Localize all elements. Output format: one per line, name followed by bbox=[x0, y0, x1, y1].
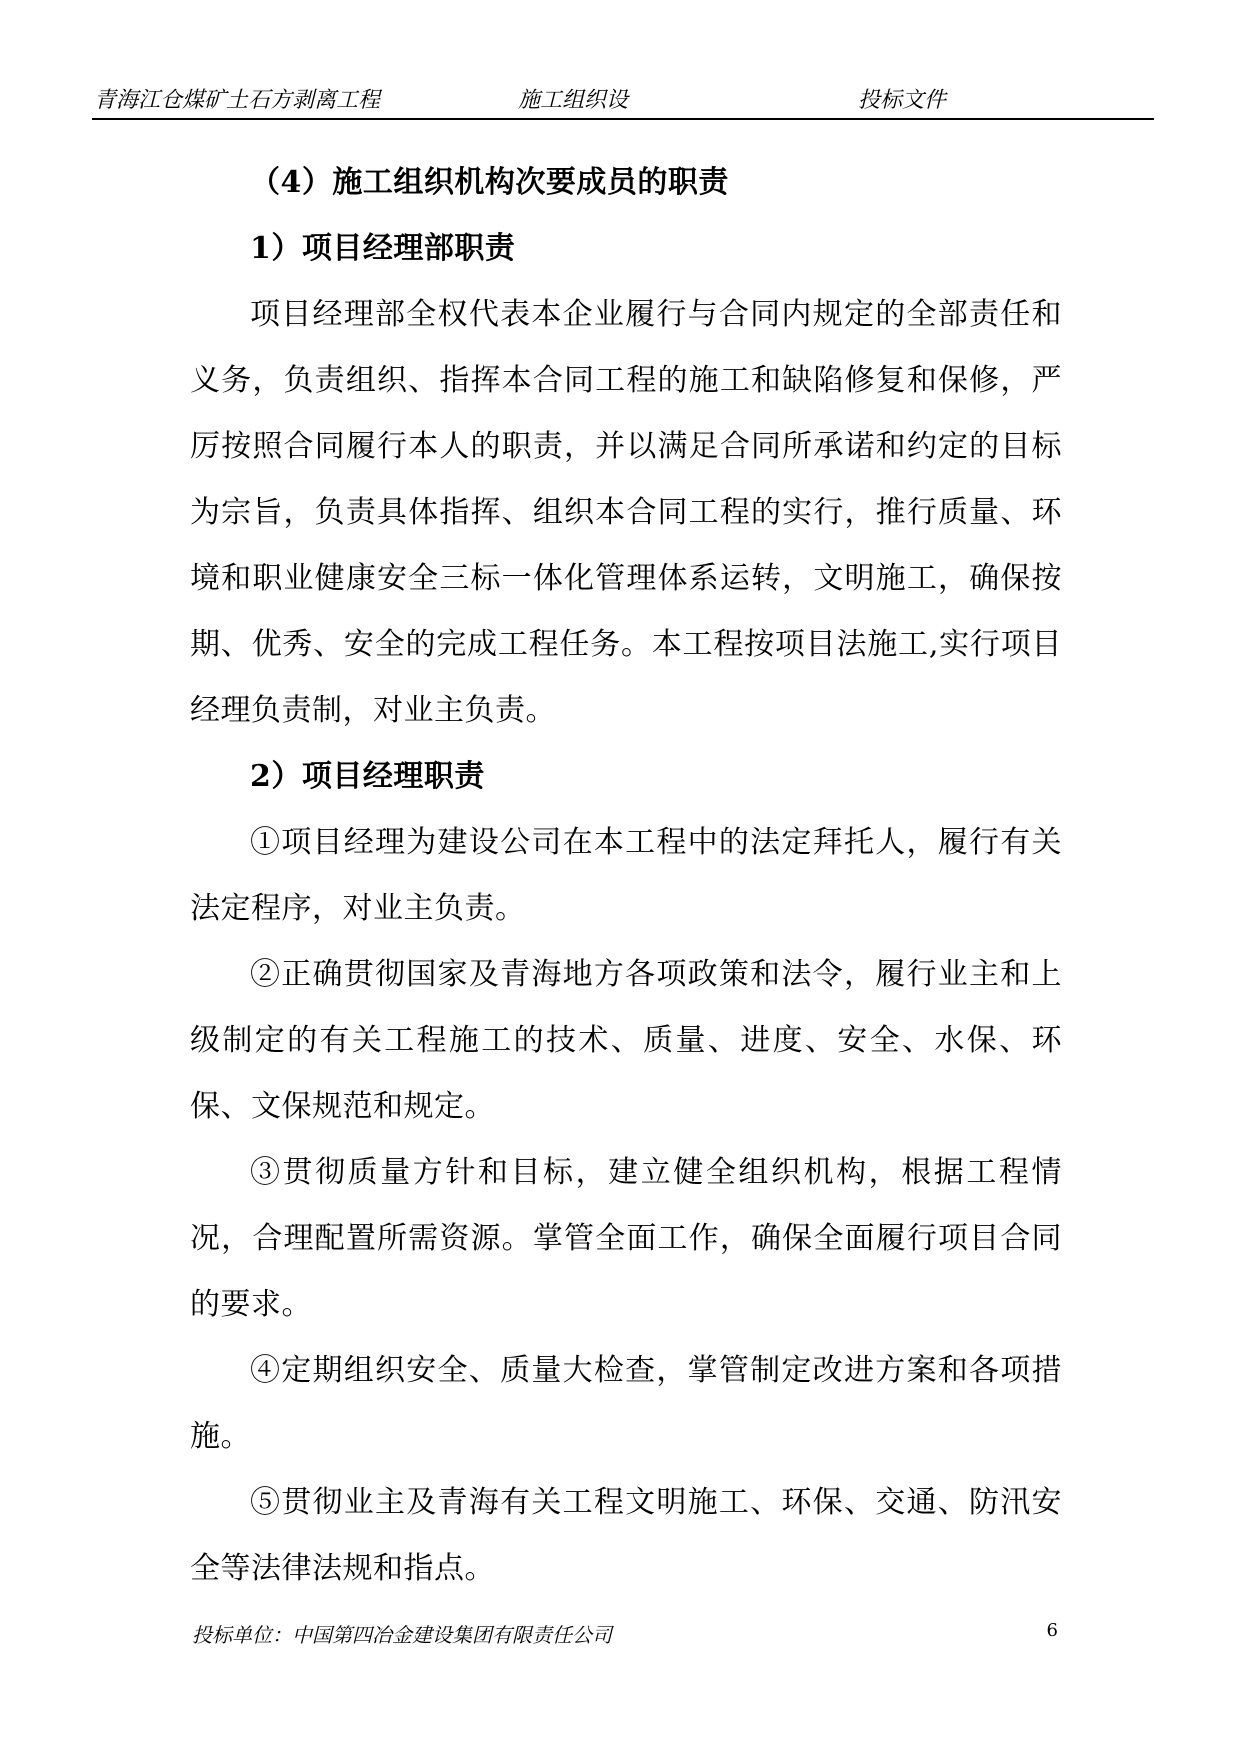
duty-item-5: ⑤贯彻业主及青海有关工程文明施工、环保、交通、防汛安全等法律法规和指点。 bbox=[190, 1485, 1062, 1586]
section-title: （4）施工组织机构次要成员的职责 bbox=[250, 165, 729, 200]
header-document-type: 投标文件 bbox=[858, 88, 947, 113]
subsection-title-2: 2）项目经理职责 bbox=[250, 759, 485, 794]
duty-item-2: ②正确贯彻国家及青海地方各项政策和法令，履行业主和上级制定的有关工程施工的技术、质量、进度、安全、水保、环保、文保规范和规定。 bbox=[190, 957, 1062, 1124]
header-project-name: 青海江仓煤矿土石方剥离工程 bbox=[94, 88, 381, 113]
paragraph-project-department: 项目经理部全权代表本企业履行与合同内规定的全部责任和义务，负责组织、指挥本合同工程的施工和缺陷修复和保修，严厉按照合同履行本人的职责，并以满足合同所承诺和约定的目标为宗旨，负责具体指挥、组织本合同工程的实行，推行质量、环境和职业健康安全三标一体化管理体系运转，文明施工，确保按期、优秀、安全的完成工程任务。本工程按项目法施工,实行项目经理负责制，对业主负责。 bbox=[190, 297, 1062, 728]
page-header bbox=[92, 86, 1154, 120]
duty-item-1: ①项目经理为建设公司在本工程中的法定拜托人，履行有关法定程序，对业主负责。 bbox=[190, 825, 1062, 926]
page-number: 6 bbox=[1046, 1620, 1058, 1641]
page-content bbox=[190, 150, 1062, 1602]
subsection-title-1: 1）项目经理部职责 bbox=[250, 231, 516, 266]
footer-bidder: 投标单位：中国第四冶金建设集团有限责任公司 bbox=[192, 1623, 612, 1647]
duty-item-3: ③贯彻质量方针和目标，建立健全组织机构，根据工程情况，合理配置所需资源。掌管全面工作，确保全面履行项目合同的要求。 bbox=[190, 1155, 1062, 1322]
header-section-name: 施工组织设 bbox=[518, 88, 629, 113]
duty-item-4: ④定期组织安全、质量大检查，掌管制定改进方案和各项措施。 bbox=[190, 1353, 1062, 1454]
page-footer bbox=[190, 1620, 1062, 1650]
